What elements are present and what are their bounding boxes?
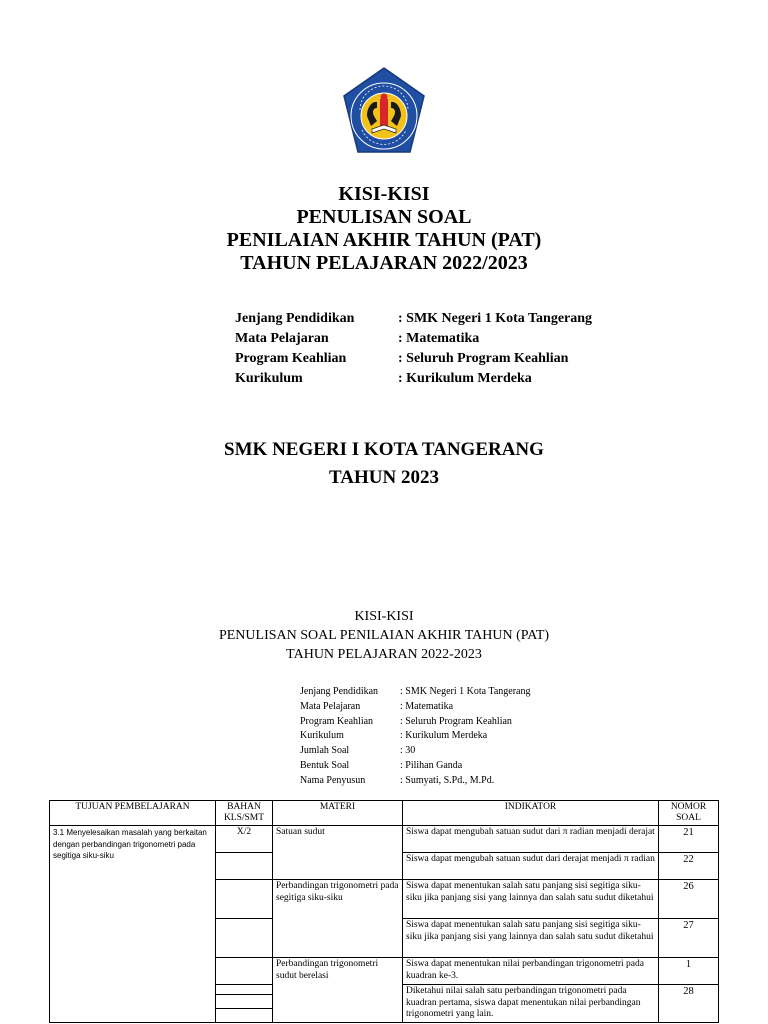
- page2-info-row: [300, 715, 530, 730]
- table-header-row: [50, 801, 719, 826]
- nomor-cell: 1: [659, 958, 719, 985]
- page2-info-row: [300, 700, 530, 715]
- page2-title-line: PENULISAN SOAL PENILAIAN AKHIR TAHUN (PAT): [218, 628, 550, 643]
- info-value: : SMK Negeri 1 Kota Tangerang: [398, 311, 593, 326]
- page2-info-row: [300, 759, 530, 774]
- page2-info-row: [300, 729, 530, 744]
- info-value: : Pilihan Ganda: [400, 759, 463, 771]
- kls-cell: [216, 994, 273, 1008]
- cover-info-row: [235, 309, 592, 329]
- cover-title-line: PENULISAN SOAL: [296, 206, 472, 228]
- header-tujuan: TUJUAN PEMBELAJARAN: [50, 801, 216, 826]
- cover-title-line: PENILAIAN AKHIR TAHUN (PAT): [226, 229, 542, 251]
- kisi-kisi-table: [49, 800, 719, 1023]
- page2-info: [300, 685, 530, 789]
- header-bahan: BAHAN KLS/SMT: [216, 801, 273, 826]
- header-nomor: NOMOR SOAL: [659, 801, 719, 826]
- info-label: Mata Pelajaran: [235, 331, 329, 346]
- materi-cell: Perbandingan trigonometri pada segitiga siku-siku: [273, 880, 403, 958]
- info-label: Program Keahlian: [235, 351, 347, 366]
- indikator-cell: Siswa dapat menentukan nilai perbandingan trigonometri pada kuadran ke-3.: [403, 958, 659, 985]
- info-value: : Kurikulum Merdeka: [398, 371, 532, 386]
- indikator-cell: Siswa dapat menentukan salah satu panjang sisi segitiga siku-siku jika panjang sisi yang lainnya dan salah satu sudut diketahui: [403, 880, 659, 919]
- cover-info-row: [235, 349, 592, 369]
- school-logo: [340, 66, 428, 158]
- indikator-cell: Siswa dapat mengubah satuan sudut dari π radian menjadi derajat: [403, 826, 659, 853]
- nomor-cell: 27: [659, 919, 719, 958]
- info-label: Kurikulum: [235, 371, 303, 386]
- cover-info-row: [235, 369, 592, 389]
- nomor-cell: 28: [659, 985, 719, 1023]
- school-heading: [0, 436, 768, 492]
- nomor-cell: 21: [659, 826, 719, 853]
- tujuan-cell: 3.1 Menyelesaikan masalah yang berkaitan dengan perbandingan trigonometri pada segitiga siku-siku: [50, 826, 216, 1023]
- materi-cell: Perbandingan trigonometri sudut berelasi: [273, 958, 403, 1023]
- cover-info: [235, 309, 592, 389]
- info-label: Jenjang Pendidikan: [235, 311, 355, 326]
- kls-cell: [216, 880, 273, 919]
- school-heading-line: SMK NEGERI I KOTA TANGERANG: [224, 439, 544, 460]
- page2-title-line: KISI-KISI: [354, 609, 414, 624]
- info-value: : Matematika: [398, 331, 480, 346]
- kls-cell: [216, 958, 273, 985]
- nomor-cell: 26: [659, 880, 719, 919]
- info-label: Jumlah Soal: [300, 745, 350, 757]
- kls-cell: [216, 985, 273, 995]
- info-value: : 30: [400, 745, 416, 757]
- school-emblem-icon: [340, 66, 428, 158]
- info-value: : Kurikulum Merdeka: [400, 730, 488, 742]
- info-label: Nama Penyusun: [300, 774, 366, 786]
- page2-title: [0, 607, 768, 664]
- info-value: : SMK Negeri 1 Kota Tangerang: [400, 686, 531, 697]
- page2-info-row: [300, 774, 530, 789]
- materi-cell: Satuan sudut: [273, 826, 403, 880]
- indikator-cell: Siswa dapat mengubah satuan sudut dari derajat menjadi π radian: [403, 853, 659, 880]
- kls-cell: [216, 1008, 273, 1022]
- kls-cell: X/2: [216, 826, 273, 853]
- info-label: Mata Pelajaran: [300, 700, 361, 712]
- page2-info-row: [300, 685, 530, 700]
- info-label: Program Keahlian: [300, 715, 374, 727]
- nomor-cell: 22: [659, 853, 719, 880]
- school-heading-line: TAHUN 2023: [329, 467, 439, 488]
- indikator-cell: Diketahui nilai salah satu perbandingan trigonometri pada kuadran pertama, siswa dapat menentukan nilai perbandingan trigonometri yang lain.: [403, 985, 659, 1023]
- cover-title-line: KISI-KISI: [338, 183, 430, 205]
- page2-info-row: [300, 744, 530, 759]
- cover-title: [0, 183, 768, 275]
- info-value: : Seluruh Program Keahlian: [398, 351, 569, 366]
- indikator-cell: Siswa dapat menentukan salah satu panjang sisi segitiga siku-siku jika panjang sisi yang lainnya dan salah satu sudut diketahui: [403, 919, 659, 958]
- kls-cell: [216, 853, 273, 880]
- cover-info-row: [235, 329, 592, 349]
- table-row: [50, 826, 719, 853]
- cover-title-line: TAHUN PELAJARAN 2022/2023: [240, 252, 528, 274]
- info-value: : Sumyati, S.Pd., M.Pd.: [400, 774, 495, 786]
- header-materi: MATERI: [273, 801, 403, 826]
- info-value: : Seluruh Program Keahlian: [400, 715, 512, 727]
- header-indikator: INDIKATOR: [403, 801, 659, 826]
- page2-title-line: TAHUN PELAJARAN 2022-2023: [286, 647, 482, 662]
- info-label: Jenjang Pendidikan: [300, 686, 379, 697]
- kls-cell: [216, 919, 273, 958]
- info-label: Kurikulum: [300, 730, 344, 742]
- info-value: : Matematika: [400, 700, 454, 712]
- info-label: Bentuk Soal: [300, 759, 350, 771]
